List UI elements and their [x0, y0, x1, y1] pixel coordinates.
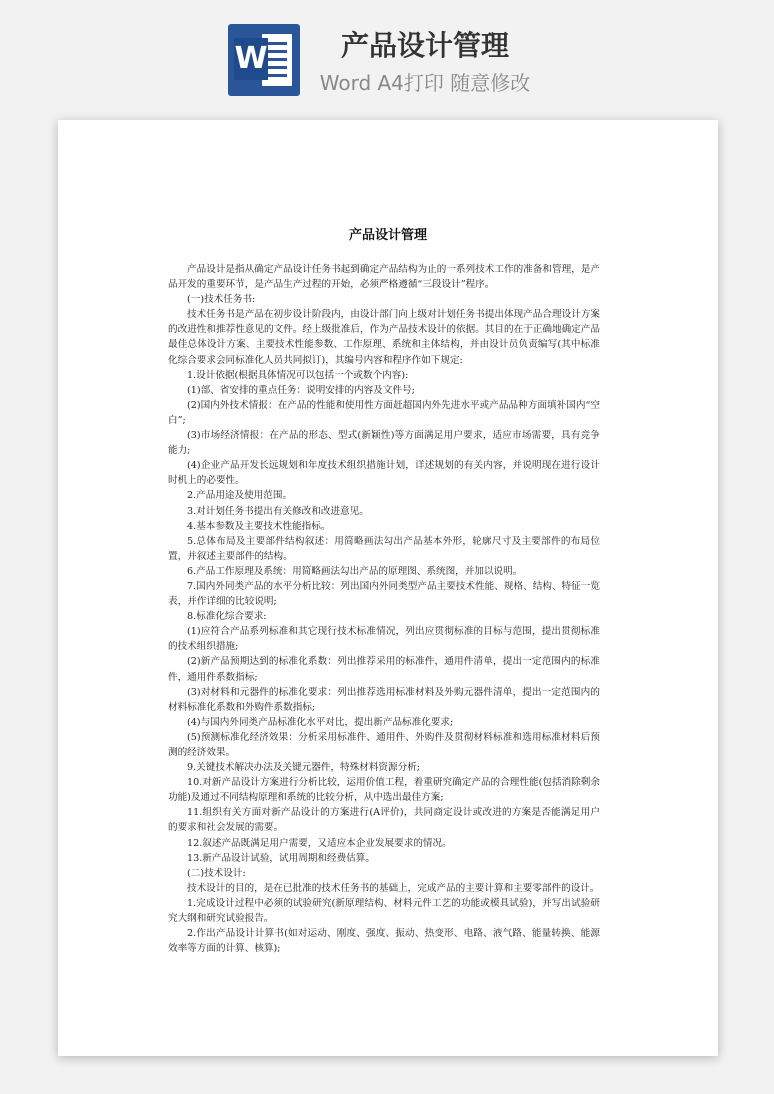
paragraph: 产品设计是指从确定产品设计任务书起到确定产品结构为止的一系列技术工作的准备和管理，是产品开发的重要环节，是产品生产过程的开始，必须严格遵循“三段设计”程序。 — [168, 264, 600, 291]
paragraph: (1)部、省安排的重点任务：说明安排的内容及文件号; — [187, 384, 415, 396]
paragraph: (2)新产品预期达到的标准化系数：列出推荐采用的标准件，通用件清单，提出一定范围内的标准件，通用件系数指标; — [168, 656, 600, 683]
word-document-icon — [228, 24, 300, 96]
paragraph: (2)国内外技术情报：在产品的性能和使用性方面赶超国内外先进水平或产品品种方面填补国内“空白”; — [168, 399, 600, 426]
document-page — [58, 120, 718, 1056]
paragraph: 技术任务书是产品在初步设计阶段内，由设计部门向上级对计划任务书提出体现产品合理设计方案的改进性和推荐性意见的文件。经上级批准后，作为产品技术设计的依据。其目的在于正确地确定产品最佳总体设计方案、主要技术性能参数、工作原理、系统和主体结构，并由设计员负责编写(其中标准化综合要求会同标准化人员共同拟订)，其编号内容和程序作如下规定: — [168, 309, 600, 366]
paragraph: (一)技术任务书: — [187, 294, 256, 306]
paragraph: (5)预测标准化经济效果：分析采用标准件、通用件、外购件及贯彻材料标准和选用标准材料后预测的经济效果。 — [168, 731, 600, 758]
document-body — [168, 262, 600, 956]
paragraph: 3.对计划任务书提出有关修改和改进意见。 — [187, 505, 369, 517]
paragraph: 9.关键技术解决办法及关键元器件，特殊材料资源分析; — [187, 762, 421, 774]
paragraph: (二)技术设计: — [187, 867, 246, 879]
paragraph: (3)市场经济情报：在产品的形态、型式(新颖性)等方面满足用户要求，适应市场需要，具有竞争能力; — [168, 430, 600, 457]
paragraph: 技术设计的目的，是在已批准的技术任务书的基础上，完成产品的主要计算和主要零部件的设计。 — [187, 882, 600, 894]
document-title: 产品设计管理 — [348, 228, 427, 243]
paragraph: 7.国内外同类产品的水平分析比较：列出国内外同类型产品主要技术性能、规格、结构、特征一览表，并作详细的比较说明; — [168, 580, 600, 608]
header-title: 产品设计管理 — [340, 29, 509, 62]
paragraph: 13.新产品设计试验，试用周期和经费估算。 — [187, 852, 375, 864]
paragraph: 2.作出产品设计计算书(如对运动、刚度、强度、振动、热变形、电路、液气路、能量转换、能源效率等方面的计算、核算); — [168, 928, 600, 955]
paragraph: 10.对新产品设计方案进行分析比较，运用价值工程，着重研究确定产品的合理性能(包括消除剩余功能)及通过不同结构原理和系统的比较分析，从中选出最佳方案; — [168, 777, 600, 804]
paragraph: 2.产品用途及使用范围。 — [187, 490, 293, 502]
paragraph: 1.完成设计过程中必须的试验研究(新原理结构、材料元件工艺的功能或模具试验)，并写出试验研究大纲和研究试验报告。 — [168, 897, 600, 925]
paragraph: 11.组织有关方面对新产品设计的方案进行(A评价)，共同商定设计或改进的方案是否能满足用户的要求和社会发展的需要。 — [168, 807, 600, 834]
paragraph: 1.设计依据(根据具体情况可以包括一个或数个内容): — [187, 369, 409, 381]
paragraph: 5.总体布局及主要部件结构叙述：用简略画法勾出产品基本外形，轮廓尺寸及主要部件的布局位置，并叙述主要部件的结构。 — [168, 535, 600, 562]
header-subtitle: Word A4打印 随意修改 — [319, 71, 531, 95]
paragraph: 8.标准化综合要求: — [187, 611, 267, 623]
paragraph: (3)对材料和元器件的标准化要求：列出推荐选用标准材料及外购元器件清单，提出一定范围内的材料标准化系数和外购件系数指标; — [168, 686, 600, 713]
page-header — [0, 0, 774, 110]
paragraph: (1)应符合产品系列标准和其它现行技术标准情况，列出应贯彻标准的目标与范围，提出贯彻标准的技术组织措施; — [168, 626, 600, 653]
paragraph: (4)与国内外同类产品标准化水平对比，提出新产品标准化要求; — [187, 716, 454, 728]
paragraph: 12.叙述产品既满足用户需要，又适应本企业发展要求的情况。 — [187, 837, 452, 849]
paragraph: 4.基本参数及主要技术性能指标。 — [187, 520, 331, 532]
word-logo-letter: W — [234, 38, 268, 80]
paragraph: (4)企业产品开发长远规划和年度技术组织措施计划，详述规划的有关内容，并说明现在进行设计时机上的必要性。 — [168, 460, 600, 487]
paragraph: 6.产品工作原理及系统：用简略画法勾出产品的原理图、系统图，并加以说明。 — [187, 565, 523, 577]
